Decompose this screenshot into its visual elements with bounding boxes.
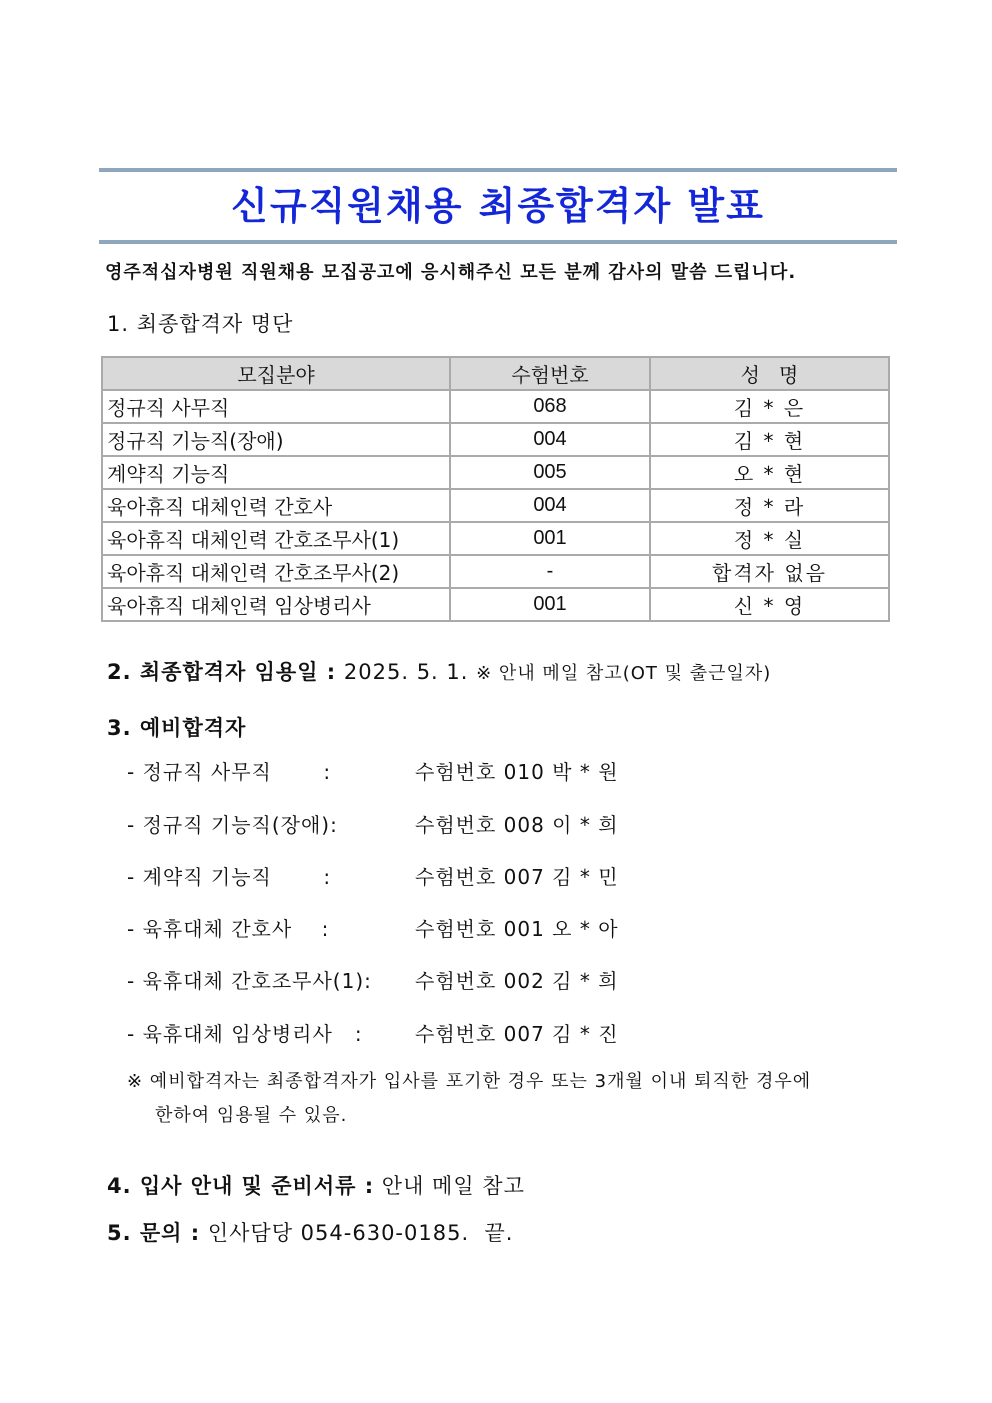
section4-value: 안내 메일 참고: [374, 1174, 525, 1198]
reserve-value: 수험번호 008 이 * 희: [415, 813, 619, 837]
footnote-line-1: ※ 예비합격자는 최종합격자가 입사를 포기한 경우 또는 3개월 이내 퇴직한 경우에: [127, 1071, 812, 1092]
section3-heading-text: 3. 예비합격자: [107, 716, 247, 740]
reserve-label: - 육휴대체 임상병리사 :: [127, 1022, 363, 1046]
section3-heading: [107, 712, 246, 742]
reserve-item: [127, 756, 619, 785]
row-field: 계약직 기능직: [102, 456, 450, 489]
header-field: 모집분야: [102, 357, 450, 390]
appointment-note: ※ 안내 메일 참고(OT 및 출근일자): [476, 663, 772, 684]
row-number: 001: [450, 588, 650, 621]
reserve-label: - 육휴대체 간호조무사(1):: [127, 969, 372, 993]
row-field: 육아휴직 대체인력 간호사: [102, 489, 450, 522]
section5-heading: 5. 문의 :: [107, 1221, 201, 1245]
table-row: [102, 456, 889, 489]
header-number: 수험번호: [450, 357, 650, 390]
row-field: 육아휴직 대체인력 간호조무사(1): [102, 522, 450, 555]
intro-text: 영주적십자병원 직원채용 모집공고에 응시해주신 모든 분께 감사의 말씀 드립니다.: [105, 262, 797, 283]
reserve-footnote: [127, 1065, 897, 1133]
table-row: [102, 588, 889, 621]
row-name: 합격자 없음: [650, 555, 889, 588]
row-field: 육아휴직 대체인력 임상병리사: [102, 588, 450, 621]
table-row: [102, 489, 889, 522]
reserve-value: 수험번호 001 오 * 아: [415, 917, 619, 941]
reserve-item: [127, 809, 619, 838]
footnote-line-2: 한하여 임용될 수 있음.: [155, 1105, 348, 1126]
row-name: 김 * 현: [650, 423, 889, 456]
header-name: 성 명: [650, 357, 889, 390]
reserve-label: - 정규직 기능직(장애):: [127, 813, 338, 837]
row-number: 004: [450, 489, 650, 522]
table-row: [102, 423, 889, 456]
table-row: [102, 522, 889, 555]
row-number: 004: [450, 423, 650, 456]
section4: [107, 1170, 525, 1200]
reserve-value: 수험번호 007 김 * 진: [415, 1022, 619, 1046]
reserve-item: [127, 1018, 619, 1047]
row-name: 정 * 라: [650, 489, 889, 522]
row-name: 오 * 현: [650, 456, 889, 489]
reserve-label: - 육휴대체 간호사 :: [127, 917, 330, 941]
title-top-rule: [99, 168, 897, 172]
title-bottom-rule: [99, 240, 897, 244]
section2: [107, 656, 771, 686]
reserve-item: [127, 913, 619, 942]
section2-heading: 2. 최종합격자 임용일 :: [107, 660, 337, 684]
row-field: 정규직 기능직(장애): [102, 423, 450, 456]
reserve-item: [127, 861, 619, 890]
row-field: 정규직 사무직: [102, 390, 450, 423]
reserve-item: [127, 965, 619, 994]
contact-info: 인사담당 054-630-0185. 끝.: [200, 1221, 514, 1245]
reserve-label: - 계약직 기능직 :: [127, 865, 332, 889]
row-number: 001: [450, 522, 650, 555]
section4-heading: 4. 입사 안내 및 준비서류 :: [107, 1174, 375, 1198]
page-title: 신규직원채용 최종합격자 발표: [231, 184, 765, 228]
row-name: 신 * 영: [650, 588, 889, 621]
section1-heading: 1. 최종합격자 명단: [107, 312, 294, 336]
row-name: 정 * 실: [650, 522, 889, 555]
reserve-label: - 정규직 사무직 :: [127, 760, 332, 784]
row-number: 005: [450, 456, 650, 489]
reserve-value: 수험번호 007 김 * 민: [415, 865, 619, 889]
row-name: 김 * 은: [650, 390, 889, 423]
row-field: 육아휴직 대체인력 간호조무사(2): [102, 555, 450, 588]
table-header-row: [102, 357, 889, 390]
row-number: 068: [450, 390, 650, 423]
row-number: -: [450, 555, 650, 588]
table-row: [102, 555, 889, 588]
section5: [107, 1217, 513, 1247]
reserve-value: 수험번호 002 김 * 희: [415, 969, 619, 993]
table-row: [102, 390, 889, 423]
final-roster-table: [101, 356, 890, 622]
appointment-date: 2025. 5. 1.: [336, 660, 477, 684]
reserve-value: 수험번호 010 박 * 원: [415, 760, 619, 784]
